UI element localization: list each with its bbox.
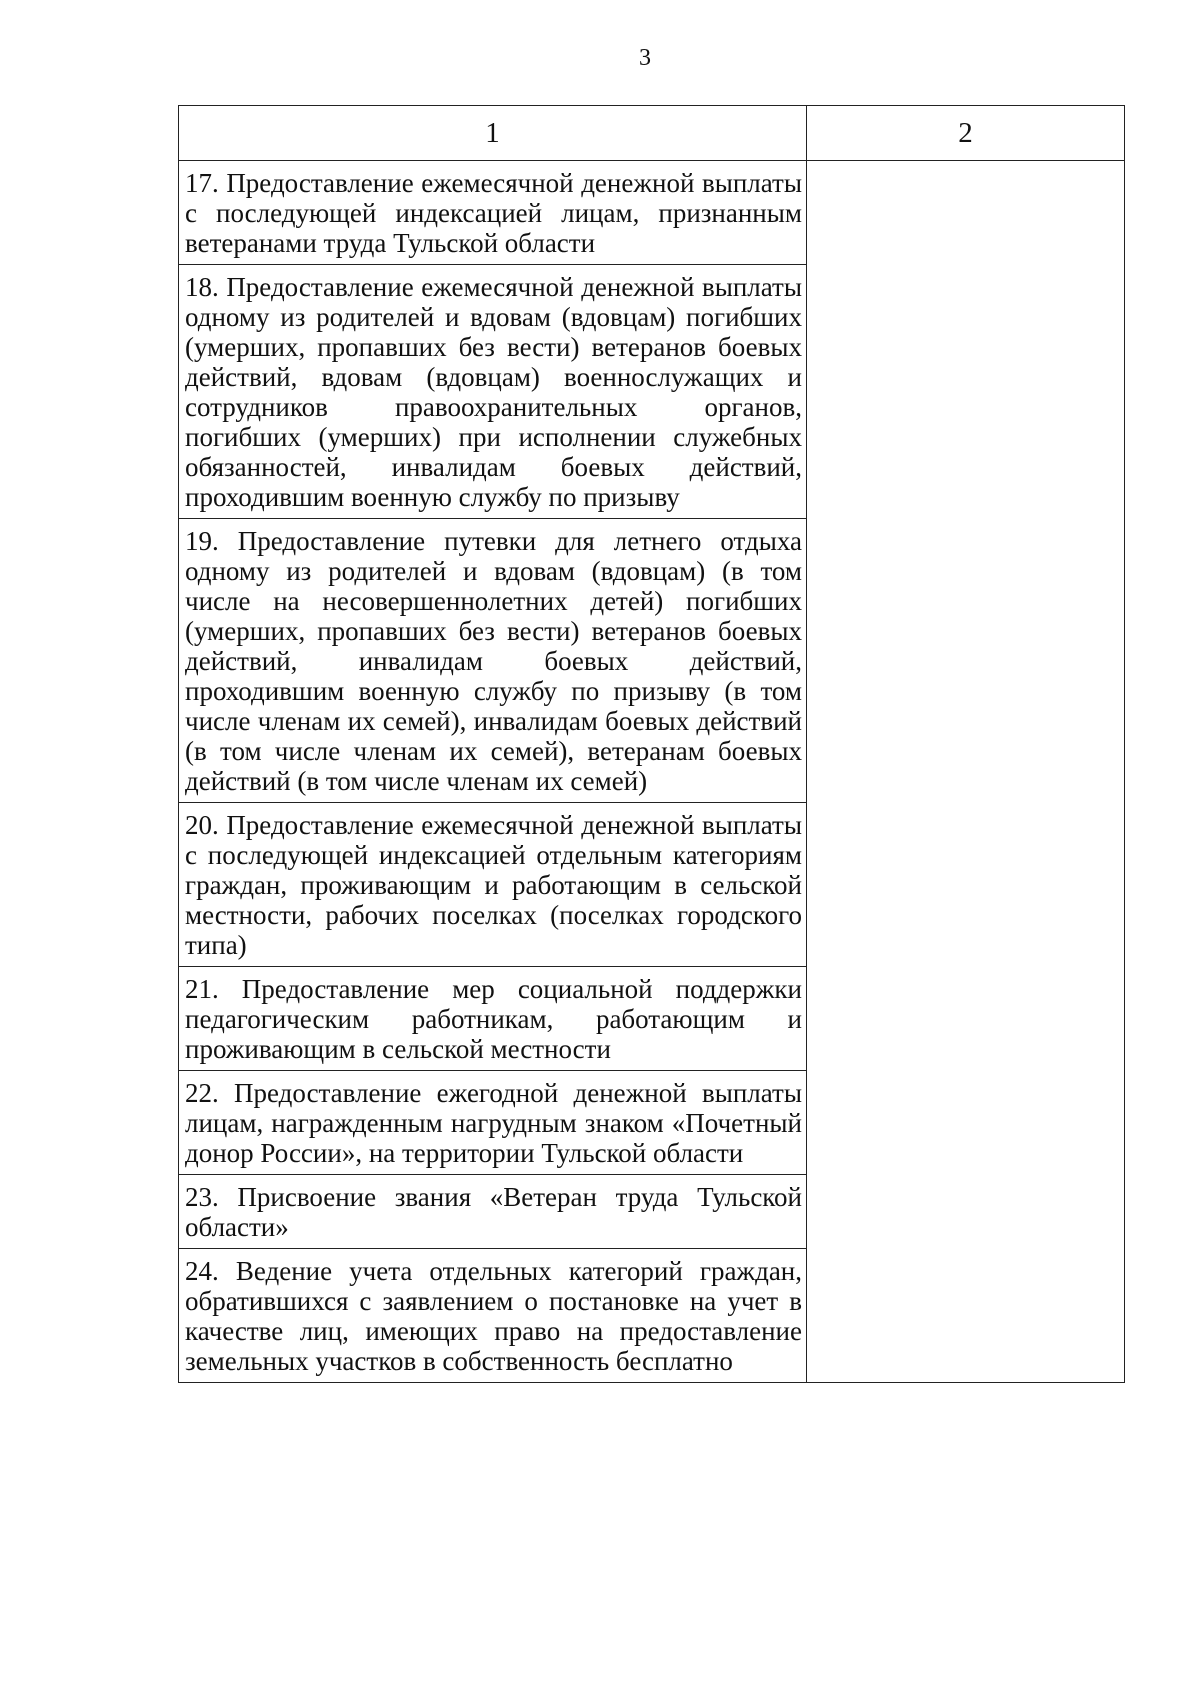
service-item-24: 24. Ведение учета отдельных категорий граждан, обратившихся с заявлением о постановке на учет в качестве лиц, имеющих право на предоставление земельных участков в собственность бесплатно — [185, 1256, 802, 1376]
table-header-row — [179, 106, 1125, 161]
service-cell — [179, 265, 807, 519]
column-header-2: 2 — [807, 106, 1125, 161]
service-cell — [179, 967, 807, 1071]
service-item-19: 19. Предоставление путевки для летнего отдыха одному из родителей и вдовам (вдовцам) (в том числе на несовершеннолетних детей) погибших (умерших, пропавших без вести) ветеранов боевых действий, инвалидам боевых действий, проходившим военную службу по призыву (в том числе членам их семей), инвалидам боевых действий (в том числе членам их семей), ветеранам боевых действий (в том числе членам их семей) — [185, 526, 802, 796]
service-item-23: 23. Присвоение звания «Ветеран труда Тульской области» — [185, 1182, 802, 1242]
column-header-1: 1 — [179, 106, 807, 161]
service-item-18: 18. Предоставление ежемесячной денежной выплаты одному из родителей и вдовам (вдовцам) погибших (умерших, пропавших без вести) ветеранов боевых действий, вдовам (вдовцам) военнослужащих и сотрудников правоохранительных органов, погибших (умерших) при исполнении служебных обязанностей, инвалидам боевых действий, проходившим военную службу по призыву — [185, 272, 802, 512]
services-table — [178, 105, 1125, 1383]
service-cell — [179, 161, 807, 265]
service-cell — [179, 803, 807, 967]
service-item-22: 22. Предоставление ежегодной денежной выплаты лицам, награжденным нагрудным знаком «Почетный донор России», на территории Тульской области — [185, 1078, 802, 1168]
service-cell — [179, 519, 807, 803]
service-item-20: 20. Предоставление ежемесячной денежной выплаты с последующей индексацией отдельным категориям граждан, проживающим и работающим в сельской местности, рабочих поселках (поселках городского типа) — [185, 810, 802, 960]
service-cell — [179, 1071, 807, 1175]
service-cell — [179, 1249, 807, 1383]
service-cell — [179, 1175, 807, 1249]
service-item-17: 17. Предоставление ежемесячной денежной выплаты с последующей индексацией лицам, признанным ветеранами труда Тульской области — [185, 168, 802, 258]
page-number: 3 — [639, 45, 651, 71]
table-row — [179, 161, 1125, 265]
empty-cell — [807, 161, 1125, 1383]
service-item-21: 21. Предоставление мер социальной поддержки педагогическим работникам, работающим и проживающим в сельской местности — [185, 974, 802, 1064]
